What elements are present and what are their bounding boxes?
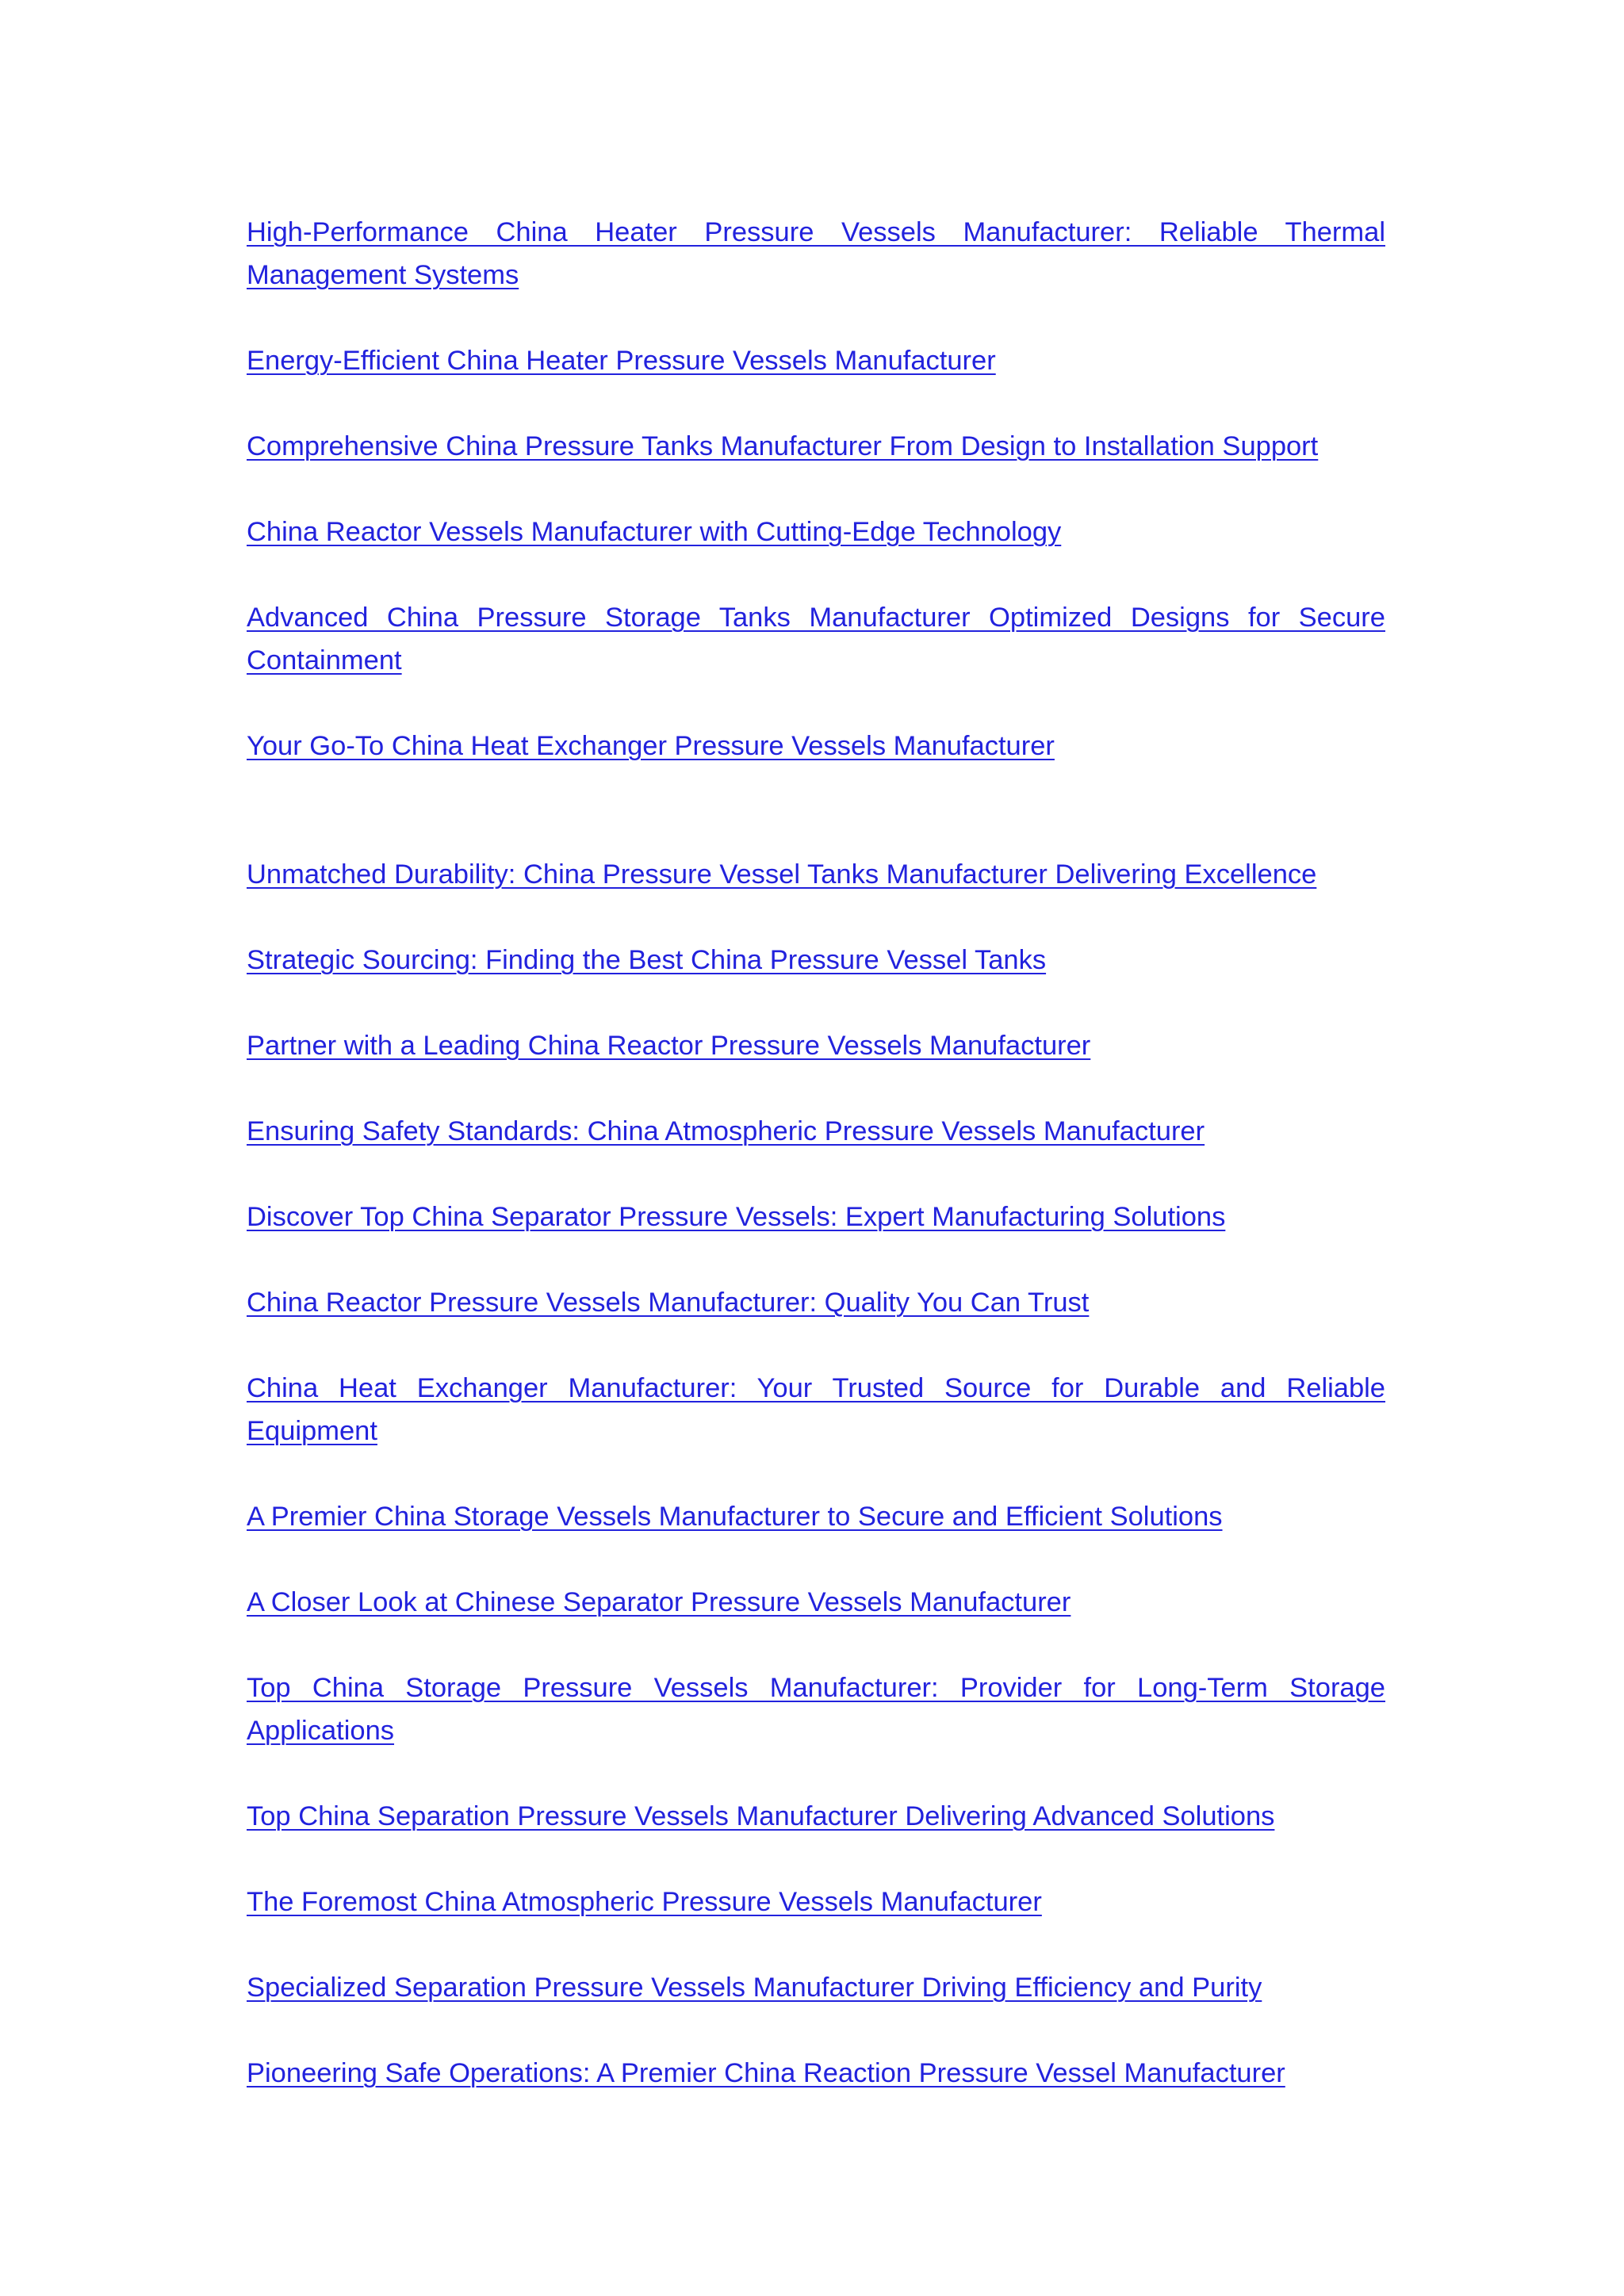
link-pioneering-reaction-pressure-vessel[interactable]: Pioneering Safe Operations: A Premier China Reaction Pressure Vessel Manufacturer [247,2058,1285,2088]
link-energy-efficient-heater-vessels[interactable]: Energy-Efficient China Heater Pressure Vessels Manufacturer [247,346,996,376]
link-heat-exchanger-pressure-vessels[interactable]: Your Go-To China Heat Exchanger Pressure Vessels Manufacturer [247,731,1055,761]
link-heat-exchanger-trusted-source[interactable]: China Heat Exchanger Manufacturer: Your Trusted Source for Durable and Reliable Equipment [247,1373,1385,1446]
link-storage-pressure-vessels-long-term[interactable]: Top China Storage Pressure Vessels Manufacturer: Provider for Long-Term Storage Applications [247,1673,1385,1746]
link-separator-pressure-vessels-solutions[interactable]: Discover Top China Separator Pressure Vessels: Expert Manufacturing Solutions [247,1202,1226,1232]
link-leading-reactor-pressure-vessels[interactable]: Partner with a Leading China Reactor Pressure Vessels Manufacturer [247,1031,1091,1061]
link-atmospheric-safety-standards[interactable]: Ensuring Safety Standards: China Atmospheric Pressure Vessels Manufacturer [247,1116,1205,1146]
link-strategic-sourcing-tanks[interactable]: Strategic Sourcing: Finding the Best China Pressure Vessel Tanks [247,945,1047,975]
link-reactor-vessels-technology[interactable]: China Reactor Vessels Manufacturer with Cutting-Edge Technology [247,517,1062,547]
link-specialized-separation-vessels[interactable]: Specialized Separation Pressure Vessels Manufacturer Driving Efficiency and Purity [247,1973,1262,2003]
link-closer-look-separator[interactable]: A Closer Look at Chinese Separator Pressure Vessels Manufacturer [247,1587,1071,1617]
link-foremost-atmospheric-vessels[interactable]: The Foremost China Atmospheric Pressure Vessels Manufacturer [247,1887,1042,1917]
link-separation-pressure-vessels-advanced[interactable]: Top China Separation Pressure Vessels Manufacturer Delivering Advanced Solutions [247,1801,1275,1831]
document-page [247,211,1385,2137]
link-advanced-pressure-storage-tanks[interactable]: Advanced China Pressure Storage Tanks Manufacturer Optimized Designs for Secure Containment [247,603,1385,675]
link-heater-pressure-vessels-thermal[interactable]: High-Performance China Heater Pressure Vessels Manufacturer: Reliable Thermal Management Systems [247,217,1385,290]
link-comprehensive-pressure-tanks[interactable]: Comprehensive China Pressure Tanks Manufacturer From Design to Installation Support [247,431,1319,461]
link-unmatched-durability-tanks[interactable]: Unmatched Durability: China Pressure Vessel Tanks Manufacturer Delivering Excellence [247,859,1317,890]
link-premier-storage-vessels[interactable]: A Premier China Storage Vessels Manufacturer to Secure and Efficient Solutions [247,1502,1223,1532]
link-reactor-pressure-vessels-quality[interactable]: China Reactor Pressure Vessels Manufacturer: Quality You Can Trust [247,1288,1090,1318]
